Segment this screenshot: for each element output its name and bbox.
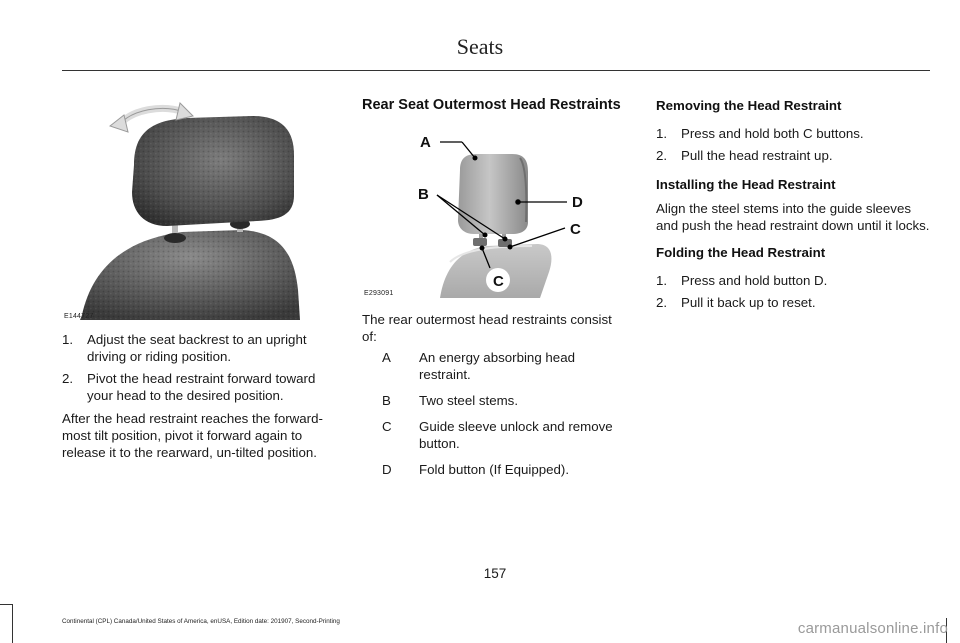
headrest-tilt-figure xyxy=(62,100,331,320)
page-number: 157 xyxy=(483,566,507,581)
step-text: Press and hold both C buttons. xyxy=(681,126,864,141)
legend-item xyxy=(382,461,630,478)
list-item xyxy=(656,125,932,142)
legend-key: D xyxy=(382,462,392,477)
corner-mark-left xyxy=(12,605,13,643)
step-text: Pull it back up to reset. xyxy=(681,295,816,310)
footer-edition-text: Continental (CPL) Canada/United States of America, enUSA, Edition date: 201907, Second-Printing xyxy=(62,618,340,625)
legend-text: Fold button (If Equipped). xyxy=(419,462,570,477)
corner-mark-left-h xyxy=(0,604,13,605)
list-item xyxy=(62,370,332,404)
list-item xyxy=(62,331,332,365)
step-number: 1. xyxy=(62,332,74,347)
removing-heading: Removing the Head Restraint xyxy=(656,98,842,113)
step-text: Pivot the head restraint forward toward your head to the desired position. xyxy=(87,371,316,403)
installing-text: Align the steel stems into the guide sleeves and push the head restraint down until it locks. xyxy=(656,201,930,233)
legend-key: B xyxy=(382,393,391,408)
tilt-release-paragraph: After the head restraint reaches the forward-most tilt position, pivot it forward again to release it to the rearward, un-tilted position. xyxy=(62,411,323,460)
rear-headrest-diagram xyxy=(362,122,632,298)
legend-text: Two steel stems. xyxy=(419,393,519,408)
step-number: 1. xyxy=(656,126,668,141)
step-number: 2. xyxy=(62,371,74,386)
watermark: carmanualsonline.info xyxy=(797,620,948,637)
legend-key: A xyxy=(382,350,391,365)
list-item xyxy=(656,294,932,311)
legend-item xyxy=(382,349,630,383)
step-text: Press and hold button D. xyxy=(681,273,828,288)
list-item xyxy=(656,147,932,164)
label-c-right: C xyxy=(570,221,581,238)
header-rule xyxy=(62,70,930,71)
installing-heading: Installing the Head Restraint xyxy=(656,177,836,192)
legend-intro: The rear outermost head restraints consist of: xyxy=(362,312,612,344)
col3-text xyxy=(656,97,932,316)
step-text: Pull the head restraint up. xyxy=(681,148,833,163)
section-heading: Rear Seat Outermost Head Restraints xyxy=(362,97,621,113)
legend-text: An energy absorbing head restraint. xyxy=(419,350,575,382)
col1-text xyxy=(62,331,332,461)
label-a: A xyxy=(420,134,431,151)
rear-headrest-figure xyxy=(362,122,632,298)
label-b: B xyxy=(418,186,429,203)
figure2-code: E293091 xyxy=(364,290,394,297)
folding-heading: Folding the Head Restraint xyxy=(656,245,826,260)
step-number: 2. xyxy=(656,148,668,163)
legend-item xyxy=(382,418,630,452)
legend-item xyxy=(382,392,630,409)
legend-key: C xyxy=(382,419,392,434)
step-number: 1. xyxy=(656,273,668,288)
label-d: D xyxy=(572,194,583,211)
label-c-bottom: C xyxy=(493,273,504,290)
legend-text: Guide sleeve unlock and remove button. xyxy=(419,419,613,451)
legend-list xyxy=(382,349,630,487)
step-number: 2. xyxy=(656,295,668,310)
figure1-code: E144727 xyxy=(64,313,94,320)
list-item xyxy=(656,272,932,289)
step-text: Adjust the seat backrest to an upright driving or riding position. xyxy=(87,332,307,364)
page-title: Seats xyxy=(456,34,504,59)
headrest-tilt-illustration xyxy=(62,100,331,320)
